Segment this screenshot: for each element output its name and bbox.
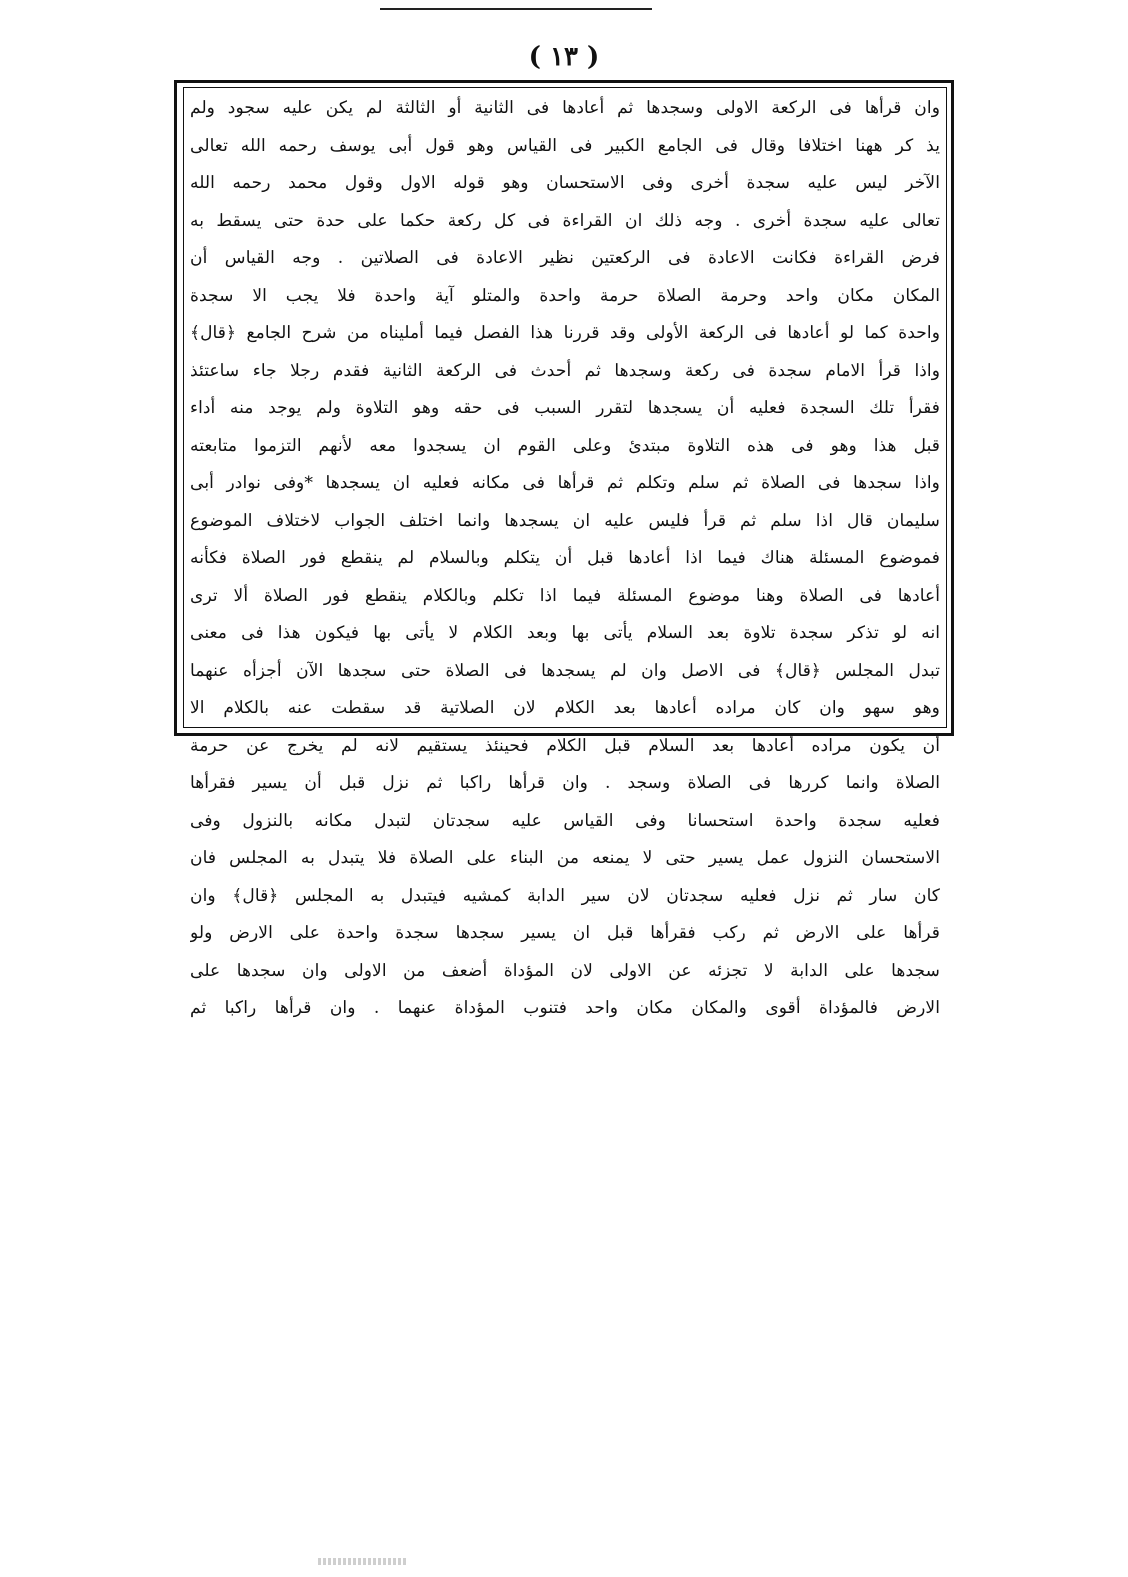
text-line: يذ كر ههنا اختلافا وقال فى الجامع الكبير فى القياس وهو قول أبى يوسف رحمه الله تعالى xyxy=(190,135,940,156)
text-line: فعليه سجدة واحدة استحسانا وفى القياس عليه سجدتان لتبدل مكانه بالنزول وفى xyxy=(190,810,940,831)
text-line: الارض فالمؤداة أقوى والمكان مكان واحد فتنوب المؤداة عنهما . وان قرأها راكبا ثم xyxy=(190,998,940,1018)
text-line: الصلاة وانما كررها فى الصلاة وسجد . وان قرأها راكبا ثم نزل قبل أن يسير فقرأها xyxy=(190,773,940,793)
text-line: الاستحسان النزول عمل يسير حتى لا يمنعه من البناء على الصلاة فلا يتبدل به المجلس فان xyxy=(190,848,940,868)
text-frame-inner-border xyxy=(183,87,947,1018)
text-line: سجدها على الدابة لا تجزئه عن الاولى لان المؤداة أضعف من الاولى وان سجدها على xyxy=(190,960,940,981)
text-line: واذا سجدها فى الصلاة ثم سلم وتكلم ثم قرأها فى مكانه فعليه ان يسجدها *وفى نوادر أبى xyxy=(190,473,940,493)
top-rule xyxy=(380,8,652,10)
text-line: واذا قرأ الامام سجدة فى ركعة وسجدها ثم أحدث فى الركعة الثانية فقدم رجلا جاء ساعتئذ xyxy=(190,360,940,381)
body-text xyxy=(190,90,940,1018)
text-line: أن يكون مراده أعادها بعد السلام قبل الكلام فحينئذ يستقيم لانه لم يخرج عن حرمة xyxy=(190,735,940,756)
text-line: انه لو تذكر سجدة تلاوة بعد السلام يأتى بها وبعد الكلام لا يأتى بها فيكون هذا فى معنى xyxy=(190,623,940,643)
text-line: كان سار ثم نزل فعليه سجدتان لان سير الدابة كمشيه فيتبدل به المجلس ﴿قال﴾ وان xyxy=(190,885,940,906)
text-line: قرأها على الارض ثم ركب فقرأها قبل ان يسير سجدها سجدة واحدة على الارض ولو xyxy=(190,923,940,943)
text-frame xyxy=(174,80,954,1018)
text-line: سليمان قال اذا سلم ثم قرأ فليس عليه ان يسجدها وانما اختلف الجواب لاختلاف الموضوع xyxy=(190,510,940,531)
text-line: وان قرأها فى الركعة الاولى وسجدها ثم أعادها فى الثانية أو الثالثة لم يكن عليه سجود ولم xyxy=(190,98,940,118)
text-line: الآخر ليس عليه سجدة أخرى وفى الاستحسان وهو قوله الاول وقول محمد رحمه الله xyxy=(190,173,940,193)
page-number: ( ١٣ ) xyxy=(528,42,600,72)
text-line: فقرأ تلك السجدة فعليه أن يسجدها لتقرر السبب فى حقه وهو التلاوة ولم يوجد منه أداء xyxy=(190,398,940,418)
text-line: تعالى عليه سجدة أخرى . وجه ذلك ان القراءة فى كل ركعة حكما على حدة حتى يسقط به xyxy=(190,210,940,231)
text-line: قبل هذا وهو فى هذه التلاوة مبتدئ وعلى القوم ان يسجدوا معه لأنهم التزموا متابعته xyxy=(190,435,940,456)
text-line: فموضوع المسئلة هناك فيما اذا أعادها قبل أن يتكلم وبالسلام لم ينقطع فور الصلاة فكأنه xyxy=(190,548,940,568)
text-line: وهو سهو وان كان مراده أعادها بعد الكلام لان الصلاتية قد سقطت عنه بالكلام الا xyxy=(190,698,940,718)
text-line: تبدل المجلس ﴿قال﴾ فى الاصل وان لم يسجدها فى الصلاة حتى سجدها الآن أجزأه عنهما xyxy=(190,660,940,681)
text-line: المكان مكان واحد وحرمة الصلاة حرمة واحدة والمتلو آية واحدة فلا يجب الا سجدة xyxy=(190,285,940,306)
text-line: أعادها فى الصلاة وهنا موضوع المسئلة فيما اذا تكلم وبالكلام ينقطع فور الصلاة ألا ترى xyxy=(190,585,940,606)
text-line: واحدة كما لو أعادها فى الركعة الأولى وقد قررنا هذا الفصل فيما أمليناه من شرح الجامع ﴿قال﴾ xyxy=(190,323,940,343)
scan-artifact-mark xyxy=(318,1558,406,1565)
text-line: فرض القراءة فكانت الاعادة فى الركعتين نظير الاعادة فى الصلاتين . وجه القياس أن xyxy=(190,248,940,268)
